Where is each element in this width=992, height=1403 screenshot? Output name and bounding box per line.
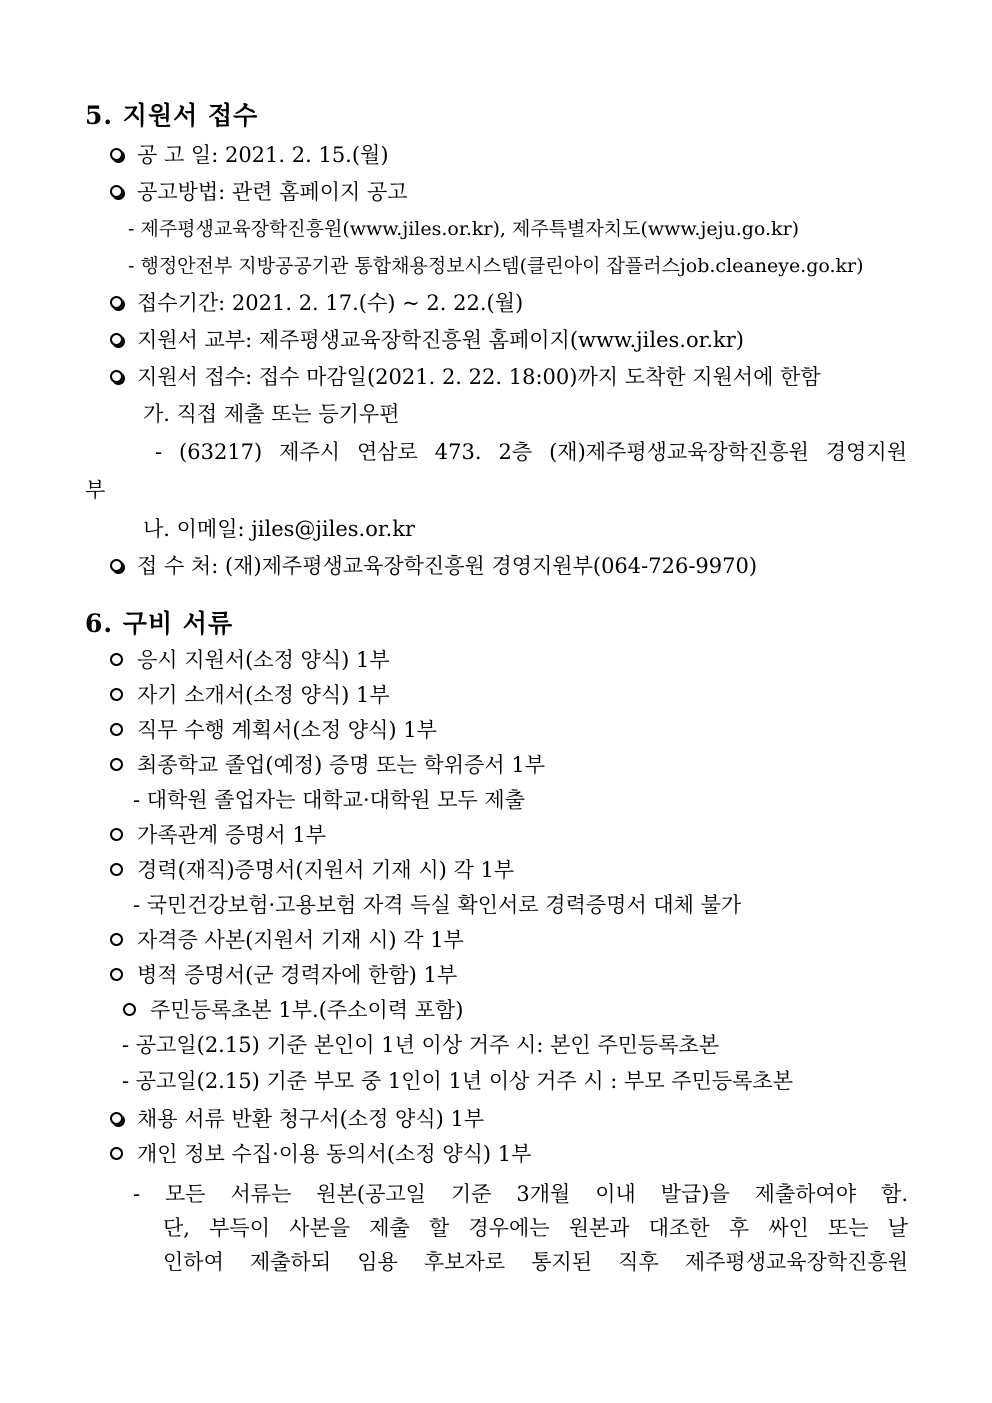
doc-item-text: 가족관계 증명서 1부 (137, 823, 326, 847)
doc-item (110, 1105, 484, 1133)
reception-item (110, 363, 821, 391)
doc-item-text: 채용 서류 반환 청구서(소정 양식) 1부 (137, 1107, 485, 1131)
doc-item-text: 병적 증명서(군 경력자에 한함) 1부 (137, 963, 458, 987)
doc-item (110, 821, 326, 849)
option-a: 가. 직접 제출 또는 등기우편 (143, 402, 400, 426)
bullet-circle-icon (123, 1003, 136, 1016)
note-line-1 (133, 1180, 908, 1208)
bullet-circle-icon (110, 968, 123, 981)
doc-sub-item: - 공고일(2.15) 기준 본인이 1년 이상 거주 시: 본인 주민등록초본 (122, 1033, 720, 1057)
bullet-circle-icon (110, 370, 123, 383)
doc-item (110, 751, 545, 779)
note-line-1-text: - 모든 서류는 원본(공고일 기준 3개월 이내 발급)을 제출하여야 함. (133, 1182, 908, 1206)
bullet-circle-icon (110, 828, 123, 841)
option-b: 나. 이메일: jiles@jiles.or.kr (143, 517, 416, 541)
bullet-circle-icon (110, 863, 123, 876)
doc-item (110, 961, 457, 989)
contact-item (110, 552, 757, 580)
doc-item (110, 856, 514, 884)
address-line-1 (155, 438, 907, 466)
period-text: 접수기간: 2021. 2. 17.(수) ~ 2. 22.(월) (137, 291, 524, 315)
section-6-heading: 6. 구비 서류 (85, 609, 234, 638)
doc-item-text: 최종학교 졸업(예정) 증명 또는 학위증서 1부 (137, 753, 545, 777)
doc-item-text: 자기 소개서(소정 양식) 1부 (137, 683, 390, 707)
bullet-circle-icon (110, 296, 123, 309)
notice-method-item (110, 178, 408, 206)
bullet-circle-icon (110, 559, 123, 572)
note-line-2 (163, 1214, 908, 1242)
contact-text: 접 수 처: (재)제주평생교육장학진흥원 경영지원부(064-726-9970) (137, 554, 758, 578)
doc-item (110, 926, 464, 954)
bullet-circle-icon (110, 1112, 123, 1125)
bullet-circle-icon (110, 148, 123, 161)
reception-text: 지원서 접수: 접수 마감일(2021. 2. 22. 18:00)까지 도착한 지원서에 한함 (137, 365, 821, 389)
doc-sub-item: - 공고일(2.15) 기준 부모 중 1인이 1년 이상 거주 시 : 부모 주민등록초본 (122, 1069, 794, 1093)
period-item (110, 289, 523, 317)
notice-date-text: 공 고 일: 2021. 2. 15.(월) (137, 143, 389, 167)
bullet-circle-icon (110, 758, 123, 771)
doc-item (110, 716, 437, 744)
notice-method-text: 공고방법: 관련 홈페이지 공고 (137, 180, 408, 204)
doc-sub-item: - 대학원 졸업자는 대학교·대학원 모두 제출 (133, 788, 526, 812)
bullet-circle-icon (110, 723, 123, 736)
doc-item (123, 996, 464, 1024)
form-download-item (110, 326, 744, 354)
doc-sub-item: - 국민건강보험·고용보험 자격 득실 확인서로 경력증명서 대체 불가 (133, 893, 742, 917)
address-line-1-text: - (63217) 제주시 연삼로 473. 2층 (재)제주평생교육장학진흥원 경영지원 (155, 440, 907, 464)
note-line-2-text: 단, 부득이 사본을 제출 할 경우에는 원본과 대조한 후 싸인 또는 날 (163, 1216, 908, 1240)
bullet-circle-icon (110, 333, 123, 346)
doc-item (110, 1140, 531, 1168)
bullet-circle-icon (110, 185, 123, 198)
section-5-heading: 5. 지원서 접수 (85, 101, 259, 130)
notice-date-item (110, 141, 389, 169)
bullet-circle-icon (110, 933, 123, 946)
doc-item (110, 646, 390, 674)
note-line-3 (163, 1248, 908, 1276)
doc-item (110, 681, 390, 709)
form-download-text: 지원서 교부: 제주평생교육장학진흥원 홈페이지(www.jiles.or.kr) (137, 328, 744, 352)
doc-item-text: 주민등록초본 1부.(주소이력 포함) (150, 998, 464, 1022)
doc-item-text: 경력(재직)증명서(지원서 기재 시) 각 1부 (137, 858, 515, 882)
doc-item-text: 자격증 사본(지원서 기재 시) 각 1부 (137, 928, 464, 952)
address-line-2: 부 (85, 478, 106, 502)
method-sub-2: - 행정안전부 지방공공기관 통합채용정보시스템(클린아이 잡플러스job.cleaneye.go.kr) (128, 255, 864, 277)
bullet-circle-icon (110, 688, 123, 701)
bullet-circle-icon (110, 1147, 123, 1160)
note-line-3-text: 인하여 제출하되 임용 후보자로 통지된 직후 제주평생교육장학진흥원 (163, 1250, 908, 1274)
bullet-circle-icon (110, 653, 123, 666)
doc-item-text: 응시 지원서(소정 양식) 1부 (137, 648, 390, 672)
doc-item-text: 개인 정보 수집·이용 동의서(소정 양식) 1부 (137, 1142, 532, 1166)
method-sub-1: - 제주평생교육장학진흥원(www.jiles.or.kr), 제주특별자치도(www.jeju.go.kr) (128, 218, 800, 240)
doc-item-text: 직무 수행 계획서(소정 양식) 1부 (137, 718, 437, 742)
